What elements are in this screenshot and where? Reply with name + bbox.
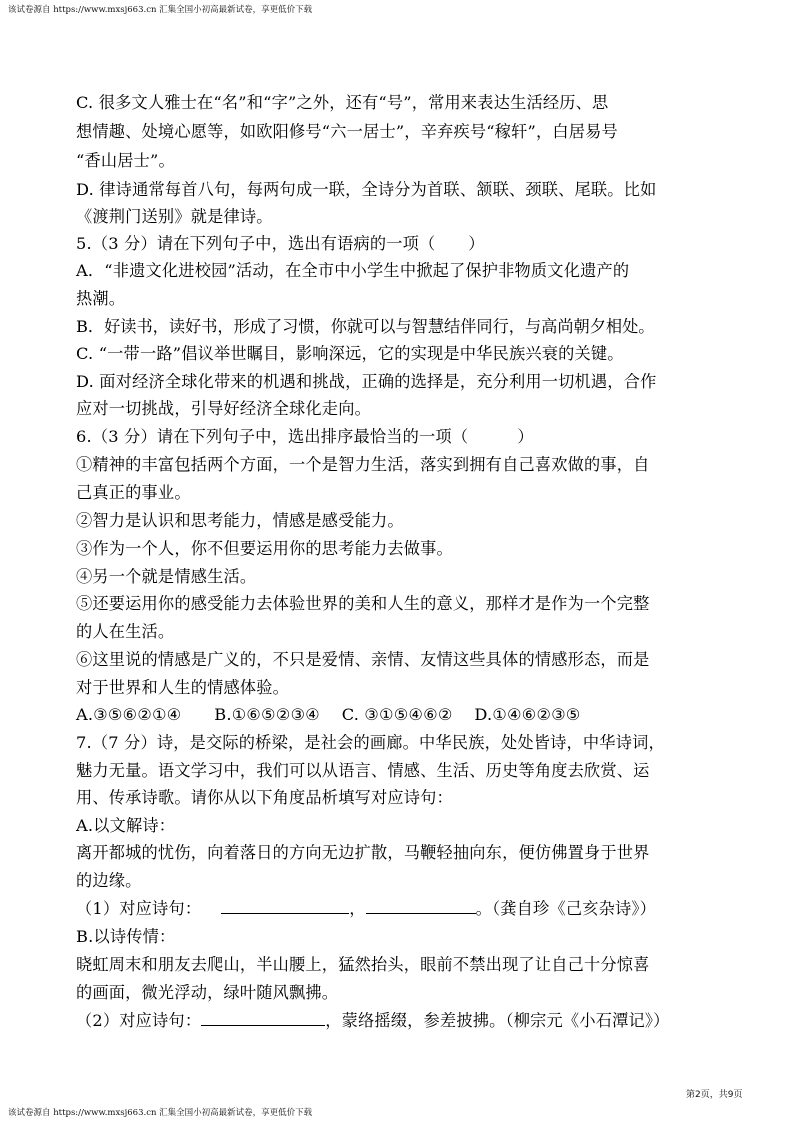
q7-item-2-answer-blank[interactable] — [201, 1011, 325, 1026]
q7-item-1-source: 。（龚自珍《己亥杂诗》） — [475, 899, 657, 918]
q6-sentence-6-line-1: ⑥这里说的情感是广义的，不只是爱情、亲情、友情这些具体的情感形态，而是 — [76, 650, 650, 669]
q6-sentence-1-line-2: 己真正的事业。 — [76, 483, 191, 502]
q7-part-b-heading: B.以诗传情： — [76, 927, 176, 946]
q6-sentence-4: ④另一个就是情感生活。 — [76, 567, 257, 586]
q7-part-b-text-line-1: 晓虹周末和朋友去爬山，半山腰上，猛然抬头，眼前不禁出现了让自己十分惊喜 — [76, 955, 650, 974]
q6-sentence-2: ②智力是认识和思考能力，情感是感受能力。 — [76, 511, 404, 530]
q6-sentence-5-line-2: 的人在生活。 — [76, 622, 175, 641]
q4-option-c-line-3: “香山居士”。 — [76, 151, 175, 170]
q5-option-a-line-1: A．“非遗文化进校园”活动，在全市中小学生中掀起了保护非物质文化遗产的 — [76, 261, 630, 280]
q6-stem: 6.（3 分）请在下列句子中，选出排序最恰当的一项（ ） — [76, 427, 534, 446]
q5-stem: 5.（3 分）请在下列句子中，选出有语病的一项（ ） — [76, 234, 485, 253]
q5-option-d-line-2: 应对一切挑战，引导好经济全球化走向。 — [76, 399, 371, 418]
q7-part-a-text-line-1: 离开都城的忧伤，向着落日的方向无边扩散，马鞭轻抽向东，便仿佛置身于世界 — [76, 843, 650, 862]
q6-sentence-5-line-1: ⑤还要运用你的感受能力去体验世界的美和人生的意义，那样才是作为一个完整 — [76, 594, 650, 613]
q7-item-1-label: （1）对应诗句： — [76, 899, 202, 918]
q4-option-c-line-2: 想情趣、处境心愿等，如欧阳修号“六一居士”，辛弃疾号“稼轩”，白居易号 — [76, 122, 618, 141]
page-footer-source-note: 该试卷源自 https://www.mxsj663.cn 汇集全国小初高最新试卷，享更低价下载 — [8, 1108, 313, 1118]
page-number: 第2页，共9页 — [686, 1090, 743, 1100]
q4-option-d-line-2: 《渡荆门送别》就是律诗。 — [76, 207, 273, 226]
q6-sentence-6-line-2: 对于世界和人生的情感体验。 — [76, 678, 290, 697]
q7-part-a-heading: A.以文解诗： — [76, 816, 176, 835]
q5-option-a-line-2: 热潮。 — [76, 289, 126, 308]
q7-stem-line-1: 7.（7 分）诗，是交际的桥梁，是社会的画廊。中华民族，处处皆诗，中华诗词， — [76, 733, 665, 752]
q7-item-2-label: （2）对应诗句： — [76, 1011, 202, 1030]
q6-sentence-3: ③作为一个人，你不但要运用你的思考能力去做事。 — [76, 539, 453, 558]
q7-item-1 — [76, 898, 656, 920]
q5-option-c: C. “一带一路”倡议举世瞩目，影响深远，它的实现是中华民族兴衰的关键。 — [76, 344, 624, 363]
q7-item-2-source: ，蒙络摇缀，参差披拂。（柳宗元《小石潭记》） — [325, 1011, 670, 1030]
q7-item-1-answer-blank-1[interactable] — [221, 899, 349, 914]
q7-stem-line-3: 用、传承诗歌。请你从以下角度品析填写对应诗句： — [76, 788, 453, 807]
q7-part-a-text-line-2: 的边缘。 — [76, 871, 142, 890]
q7-item-2 — [76, 1010, 670, 1032]
q7-item-1-comma: ， — [349, 899, 366, 918]
q5-option-d-line-1: D. 面对经济全球化带来的机遇和挑战，正确的选择是，充分利用一切机遇，合作 — [76, 372, 657, 391]
q7-item-1-answer-blank-2[interactable] — [366, 899, 476, 914]
page-header-source-note: 该试卷源自 https://www.mxsj663.cn 汇集全国小初高最新试卷，享更低价下载 — [8, 5, 313, 15]
q7-part-b-text-line-2: 的画面，微光浮动，绿叶随风飘拂。 — [76, 983, 339, 1002]
q4-option-d-line-1: D. 律诗通常每首八句，每两句成一联，全诗分为首联、颔联、颈联、尾联。比如 — [76, 180, 657, 199]
q4-option-c-line-1: C. 很多文人雅士在“名”和“字”之外，还有“号”，常用来表达生活经历、思 — [76, 93, 609, 112]
q6-options: A.③⑤⑥②①④ B.①⑥⑤②③④ C. ③①⑤④⑥② D.①④⑥②③⑤ — [76, 705, 581, 724]
q7-stem-line-2: 魅力无量。语文学习中，我们可以从语言、情感、生活、历史等角度去欣赏、运 — [76, 761, 650, 780]
q5-option-b: B．好读书，读好书，形成了习惯，你就可以与智慧结伴同行，与高尚朝夕相处。 — [76, 317, 655, 336]
q6-sentence-1-line-1: ①精神的丰富包括两个方面，一个是智力生活，落实到拥有自己喜欢做的事，自 — [76, 455, 650, 474]
